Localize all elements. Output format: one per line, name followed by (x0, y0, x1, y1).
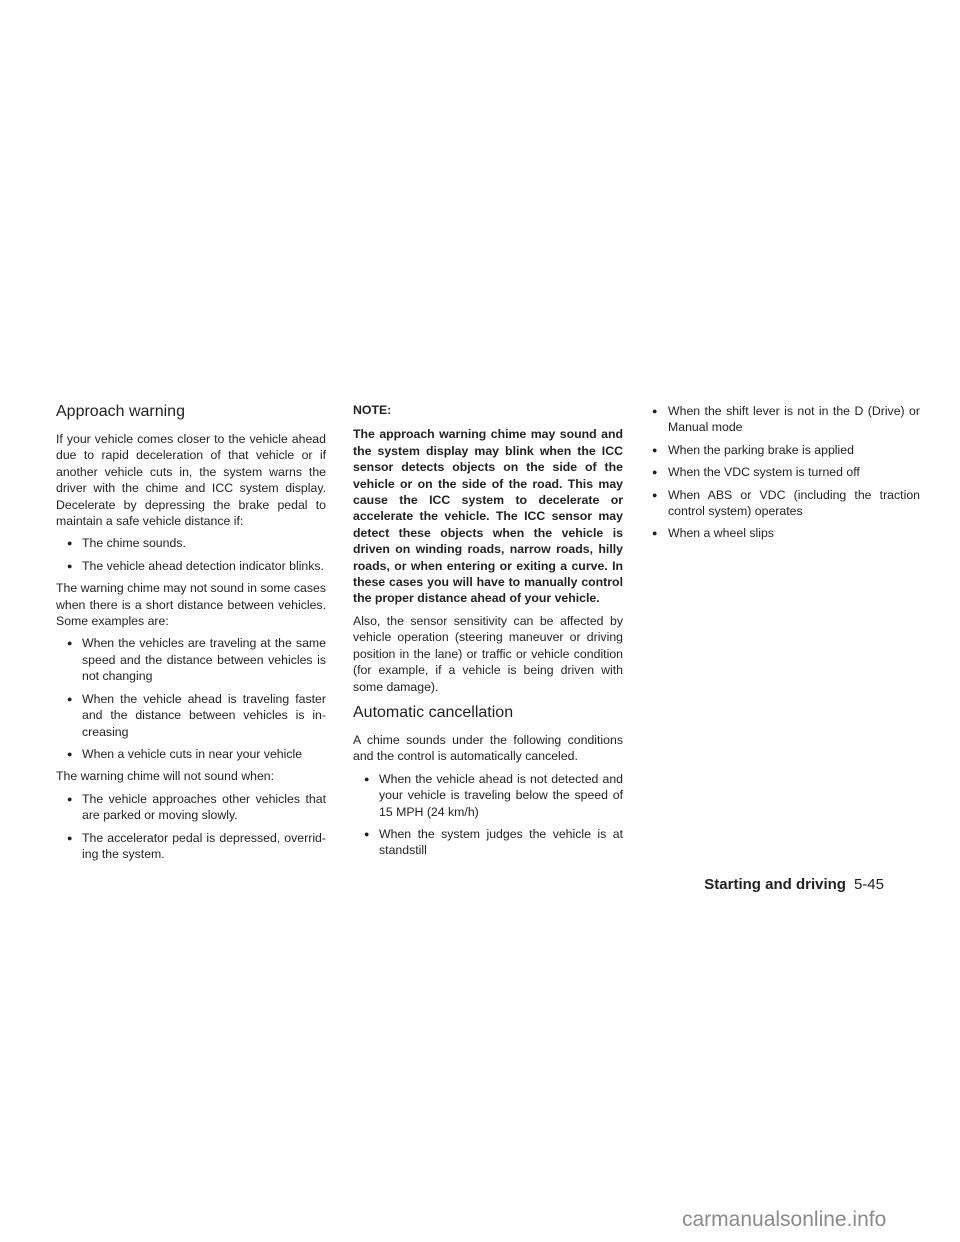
list-item: ● When the vehicle ahead is traveling faster and the distance between vehicles is in-creasing (56, 691, 326, 740)
list-item: ● When the vehicles are traveling at the same speed and the distance between vehicles is not changing (56, 635, 326, 684)
list-item: ● The vehicle ahead detection indicator blinks. (56, 558, 326, 574)
column-3 (650, 403, 920, 548)
bullet-list (353, 771, 623, 859)
list-item: ● When ABS or VDC (including the traction control system) operates (650, 487, 920, 520)
list-item: ● When a vehicle cuts in near your vehicle (56, 746, 326, 762)
heading-approach-warning: Approach warning (56, 403, 185, 420)
heading-automatic-cancellation: Automatic cancellation (353, 703, 514, 721)
list-item: ● When the vehicle ahead is not detected and your vehicle is traveling below the speed of 15 MPH (24 km/h) (353, 771, 623, 820)
paragraph: If your vehicle comes closer to the vehicle ahead due to rapid deceleration of that vehicle or if another vehicle cuts in, the system warns the driver with the chime and ICC system display. Decelerate by depressing the brake pedal to maintain a safe vehicle distance if: (56, 432, 326, 529)
page-number: 5-45 (853, 876, 884, 893)
list-item: ● The chime sounds. (56, 535, 326, 551)
list-item: ● The vehicle approaches other vehicles that are parked or moving slowly. (56, 791, 326, 824)
column-2 (353, 402, 623, 865)
column-1 (56, 402, 326, 868)
bullet-list (56, 535, 326, 574)
paragraph: The warning chime will not sound when: (56, 769, 275, 784)
paragraph: A chime sounds under the following conditions and the control is automatically canceled. (353, 732, 623, 764)
bullet-list (56, 635, 326, 762)
list-item: ● When a wheel slips (650, 525, 920, 541)
list-item: ● When the system judges the vehicle is at standstill (353, 826, 623, 859)
note-label: NOTE: (353, 403, 392, 417)
watermark: carmanualsonline.info (682, 1208, 887, 1231)
paragraph: Also, the sensor sensitivity can be affected by vehicle operation (steering maneuver or driving position in the lane) or traffic or vehicle condition (for example, if a vehicle is being driven with some damage). (353, 613, 623, 694)
paragraph: The warning chime may not sound in some cases when there is a short distance between vehicles. Some examples are: (56, 581, 326, 629)
page-footer (704, 876, 884, 893)
note-text: The approach warning chime may sound and the system display may blink when the ICC sensor detects objects on the side of the vehicle or on the side of the road. This may cause the ICC system to decelerate or accelerate the vehicle. The ICC sensor may detect these objects when the vehicle is driven on winding roads, narrow roads, hilly roads, or when entering or exiting a curve. In these cases you will have to manually control the proper distance ahead of your vehicle. (353, 427, 623, 606)
bullet-list (56, 791, 326, 863)
bullet-list (650, 403, 920, 542)
list-item: ● The accelerator pedal is depressed, overrid-ing the system. (56, 830, 326, 863)
section-title: Starting and driving (704, 876, 846, 893)
list-item: ● When the shift lever is not in the D (Drive) or Manual mode (650, 403, 920, 436)
list-item: ● When the parking brake is applied (650, 442, 920, 458)
list-item: ● When the VDC system is turned off (650, 464, 920, 480)
